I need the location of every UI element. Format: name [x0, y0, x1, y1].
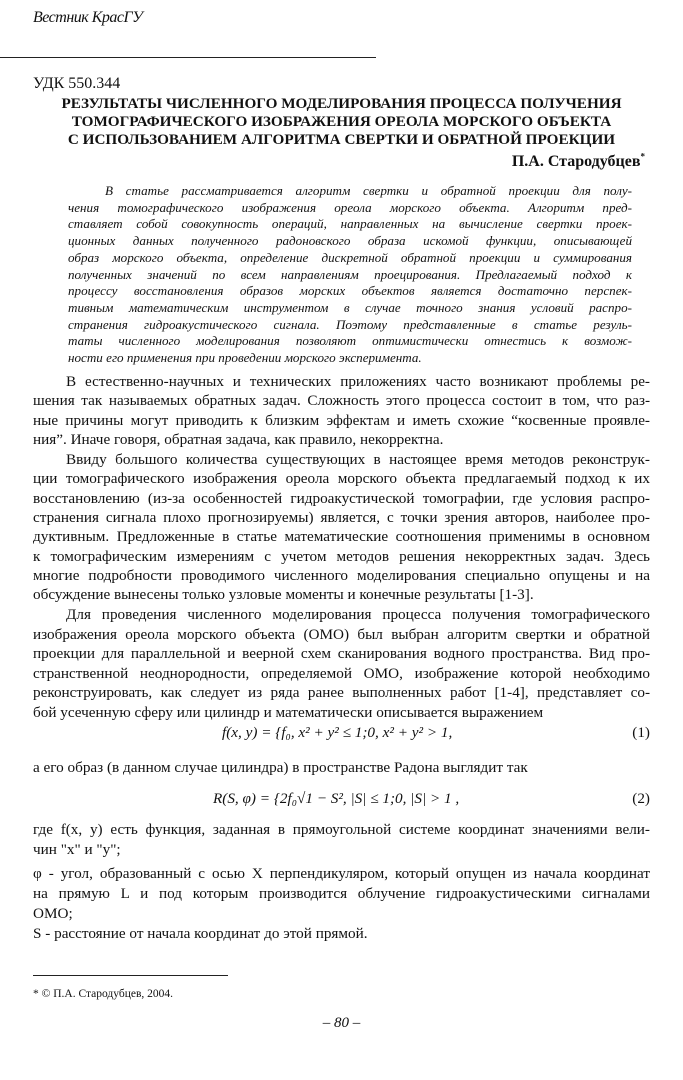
body-line: реконструировать, как следует из ряда ранее выполненных работ [1-4], представляет со- — [33, 684, 650, 701]
footnote: * © П.А. Стародубцев, 2004. — [33, 988, 174, 1000]
equation-1-number: (1) — [632, 724, 650, 741]
footnote-mark: * — [640, 151, 645, 162]
body-line: восстановлению (из-за особенностей гидроакустической томографии, где условия распро- — [33, 489, 650, 507]
title-line: ТОМОГРАФИЧЕСКОГО ИЗОБРАЖЕНИЯ ОРЕОЛА МОРСКОГО ОБЪЕКТА — [71, 113, 612, 130]
abstract-line: ционных данных полученного радоновского образа искомой функции, описывающей — [68, 233, 632, 249]
body-line: изображения ореола морского объекта (ОМО) был выбран алгоритм свертки и обратной — [33, 625, 650, 643]
body-line: бой усеченную сферу или цилиндр и математически описывается выражением — [33, 703, 544, 721]
body-line: Ввиду большого количества существующих в настоящее время методов реконструк- — [66, 451, 650, 468]
body-line: шения так называемых обратных задач. Сложность этого процесса состоит в том, что раз- — [33, 392, 650, 410]
abstract-line: странения гидроакустического сигнала. Поэтому представленные в статье резуль- — [68, 316, 632, 332]
body-line: где f(x, y) есть функция, заданная в прямоугольной системе координат значениями вели- — [33, 821, 650, 838]
body-line: на прямую L и под которым производится облучение гидроакустическими сигналами — [33, 885, 650, 902]
header-rule — [0, 57, 376, 58]
body-line: ния”. Иначе говоря, обратная задача, как правило, некорректна. — [33, 430, 444, 448]
body-line: Для проведения численного моделирования процесса получения томографического — [66, 606, 650, 623]
page-number: – 80 – — [322, 1015, 361, 1031]
abstract-line: таты численного моделирования позволяют оптимистически отнестись к возмож- — [68, 333, 632, 349]
abstract-line: В статье рассматривается алгоритм свертки и обратной проекции для полу- — [105, 183, 632, 198]
equation-1: f(x, y) = {f₀, x² + y² ≤ 1;0, x² + y² > 1, — [222, 724, 453, 741]
abstract-line: тивным математическим инструментом в случае точного знания условий распро- — [68, 299, 632, 315]
body-line: φ - угол, образованный с осью X перпендикуляром, который опущен из начала координат — [33, 865, 650, 882]
abstract-line: полученных значений по всем направлениям проецирования. Предлагаемый подход к — [68, 266, 632, 282]
body-line: а его образ (в данном случае цилиндра) в пространстве Радона выглядит так — [33, 759, 528, 776]
abstract-line: чения томографического изображения ореола морского объекта. Алгоритм пред- — [68, 199, 632, 215]
abstract-line: ности его применения при проведении морского эксперимента. — [68, 350, 422, 365]
equation-2: R(S, φ) = {2f₀√1 − S², |S| ≤ 1;0, |S| > 1 , — [213, 790, 460, 807]
title-line: С ИСПОЛЬЗОВАНИЕМ АЛГОРИТМА СВЕРТКИ И ОБРАТНОЙ ПРОЕКЦИИ — [67, 131, 616, 148]
body-line: обсуждение вынесены только узловые моменты и конечные результаты [1-3]. — [33, 586, 534, 604]
author-name: П.А. Стародубцев — [511, 153, 641, 170]
body-line: ции томографического изображения ореола морского объекта предлагаемый подход к их — [33, 470, 650, 488]
footnote-rule — [33, 975, 228, 976]
abstract-line: образ морского объекта, определение дискретной обратной проекции и суммирования — [68, 249, 632, 265]
body-line: S - расстояние от начала координат до этой прямой. — [33, 925, 368, 942]
author — [512, 153, 645, 171]
body-line: ные причины могут приводить к близким эффектам и иметь схожие “косвенные проявле- — [33, 411, 650, 429]
body-line: дуктивным. Предложенные в статье математические соотношения применимы в основном — [33, 528, 650, 546]
udk-code: УДК 550.344 — [33, 75, 121, 92]
body-line: чин "x" и "y"; — [33, 840, 121, 858]
body-line: странственной неоднородности, определяемой ОМО, изображение которой необходимо — [33, 664, 650, 682]
body-line: странения сигнала плохо прогнозируемы) является, с точки зрения авторов, наиболее про- — [33, 508, 650, 526]
body-line: многие подробности проводимого численного моделирования специально опущены и на — [33, 566, 650, 584]
body-line: проекции для параллельной и веерной схем сканирования водного пространства. Вид про- — [33, 645, 650, 662]
equation-2-number: (2) — [632, 790, 650, 807]
abstract-line: ставляет собой совокупность операций, направленных на вычисление свертки проек- — [68, 216, 632, 232]
body-line: ОМО; — [33, 905, 73, 922]
abstract-line: процессу восстановления образов морских объектов является достаточно перспек- — [68, 283, 632, 299]
body-line: к томографическим измерениям с учетом методов решения некорректных задач. Здесь — [33, 547, 650, 565]
body-line: В естественно-научных и технических приложениях часто возникают проблемы ре- — [66, 373, 650, 390]
title-line: РЕЗУЛЬТАТЫ ЧИСЛЕННОГО МОДЕЛИРОВАНИЯ ПРОЦЕССА ПОЛУЧЕНИЯ — [61, 95, 622, 112]
journal-header: Вестник КрасГУ — [33, 9, 143, 26]
